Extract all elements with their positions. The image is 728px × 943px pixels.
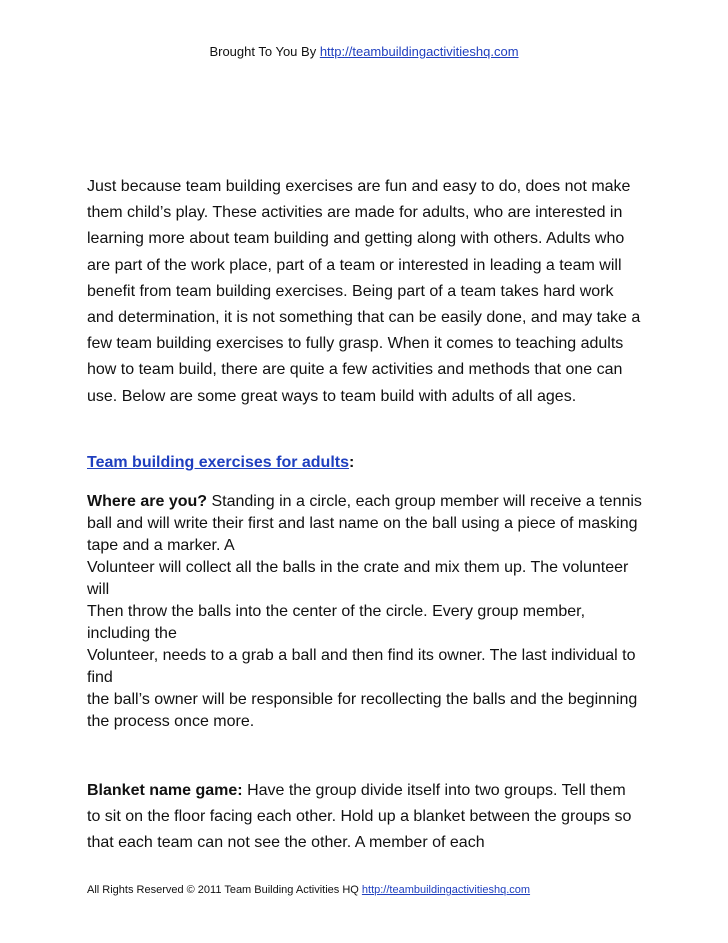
where-line-1: Standing in a circle, each group member will receive a tennis ball and will write their first and last name on the ball using a piece of masking tape and a marker. A — [87, 493, 642, 554]
intro-paragraph: Just because team building exercises are fun and easy to do, does not make them child’s play. These activities are made for adults, who are interested in learning more about team building and getting along with others. Adults who are part of the work place, part of a team or interested in leading a team will benefit from team building exercises. Being part of a team takes hard work and determination, it is not something that can be easily done, and may take a few team building exercises to fully grasp. When it comes to teaching adults how to team build, there are quite a few activities and methods that one can use. Below are some great ways to team build with adults of all ages. — [87, 178, 641, 405]
where-are-you-paragraph — [87, 491, 643, 733]
section-heading-colon: : — [349, 454, 355, 471]
where-line-4: Volunteer, needs to a grab a ball and then find its owner. The last individual to find — [87, 647, 636, 686]
where-line-3: Then throw the balls into the center of the circle. Every group member, including the — [87, 603, 586, 642]
footer-text: All Rights Reserved © 2011 Team Building Activities HQ — [87, 884, 359, 896]
where-are-you-title: Where are you? — [87, 493, 208, 510]
header-prefix: Brought To You By — [209, 44, 317, 59]
blanket-title: Blanket name game: — [87, 782, 243, 799]
section-heading — [87, 454, 354, 472]
page-footer — [87, 884, 530, 896]
page-header — [0, 44, 728, 59]
footer-link[interactable]: http://teambuildingactivitieshq.com — [361, 884, 531, 896]
header-link[interactable]: http://teambuildingactivitieshq.com — [319, 44, 519, 59]
blanket-text: Have the group divide itself into two groups. Tell them to sit on the floor facing each other. Hold up a blanket between the groups so that each team can not see the other. A member of each — [87, 782, 632, 852]
where-line-5: the ball’s owner will be responsible for recollecting the balls and the beginning the process once more. — [87, 691, 638, 730]
section-heading-link[interactable]: Team building exercises for adults — [87, 454, 349, 471]
where-line-2: Volunteer will collect all the balls in the crate and mix them up. The volunteer will — [87, 559, 629, 598]
blanket-paragraph — [87, 778, 643, 857]
